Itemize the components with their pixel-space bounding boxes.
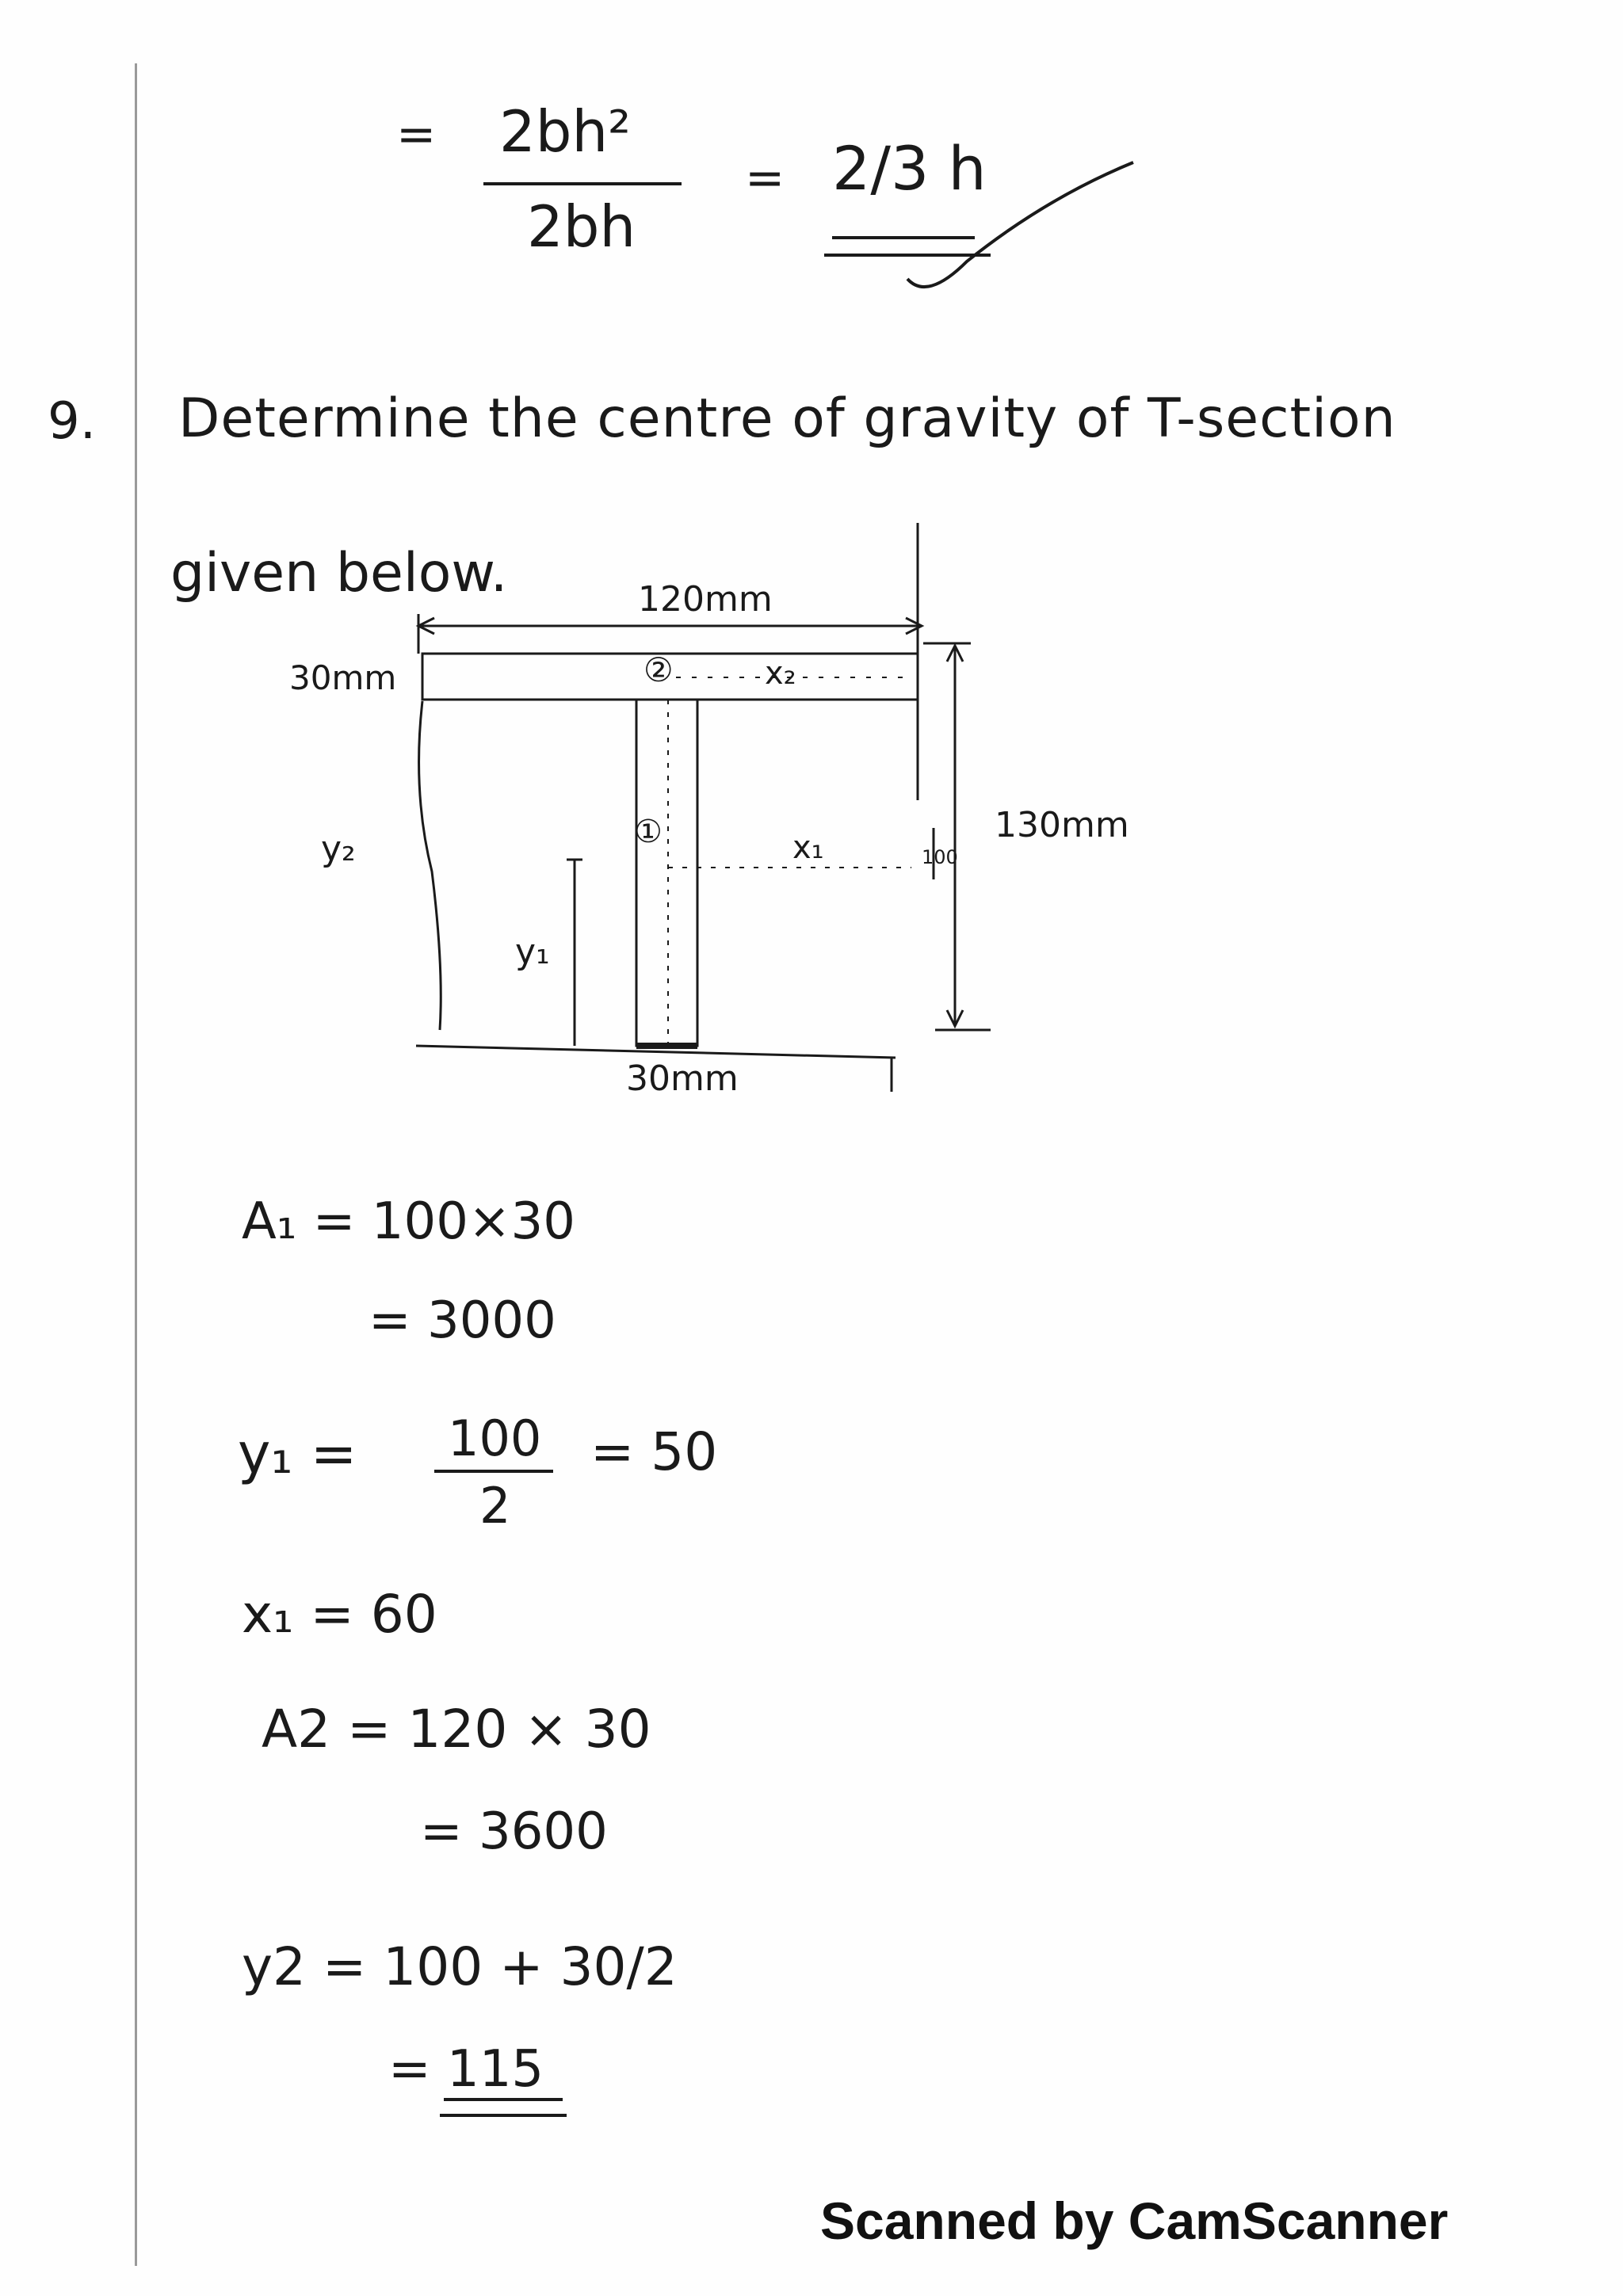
question-line-2: given below. bbox=[170, 542, 508, 605]
derivation-numerator: 2bh² bbox=[499, 98, 632, 165]
figure-x1-label: x₁ bbox=[792, 830, 824, 866]
solution-y1-lhs: y₁ = bbox=[238, 1421, 357, 1486]
figure-total-height-label: 130mm bbox=[995, 805, 1129, 845]
solution-y1-result: = 50 bbox=[590, 1421, 718, 1482]
solution-a2-value: = 3600 bbox=[420, 1802, 608, 1861]
solution-y2-value: = 115 bbox=[388, 2040, 544, 2099]
figure-y1-label: y₁ bbox=[515, 932, 550, 972]
web-base bbox=[636, 1043, 697, 1049]
derivation-denominator: 2bh bbox=[527, 193, 636, 260]
solution-y1-denominator: 2 bbox=[479, 1477, 511, 1535]
solution-y1-fraction-bar bbox=[434, 1470, 553, 1473]
camscanner-footer: Scanned by CamScanner bbox=[820, 2191, 1449, 2250]
figure-web-height-label: 100 bbox=[922, 846, 958, 868]
solution-x1: x₁ = 60 bbox=[242, 1584, 437, 1645]
question-number: 9. bbox=[48, 392, 97, 451]
solution-y1-numerator: 100 bbox=[448, 1409, 542, 1467]
solution-a1: A₁ = 100×30 bbox=[242, 1192, 575, 1251]
figure-y2-label: y₂ bbox=[321, 829, 356, 869]
figure-part1-label: ① bbox=[634, 814, 663, 850]
derivation-equals-2: = bbox=[745, 151, 785, 206]
question-line-1: Determine the centre of gravity of T-section bbox=[178, 387, 1396, 450]
solution-a2: A2 = 120 × 30 bbox=[262, 1699, 651, 1760]
figure-x2-label: x₂ bbox=[765, 655, 796, 692]
solution-y2: y2 = 100 + 30/2 bbox=[242, 1936, 678, 1997]
figure-web-width-label: 30mm bbox=[626, 1058, 739, 1099]
derivation-result: 2/3 h bbox=[832, 133, 987, 204]
solution-a1-value: = 3000 bbox=[369, 1291, 556, 1350]
derivation-equals-1: = bbox=[396, 107, 437, 162]
figure-flange-thickness-label: 30mm bbox=[289, 658, 397, 697]
figure-part2-label: ② bbox=[643, 650, 674, 689]
figure-top-width-label: 120mm bbox=[638, 579, 773, 620]
